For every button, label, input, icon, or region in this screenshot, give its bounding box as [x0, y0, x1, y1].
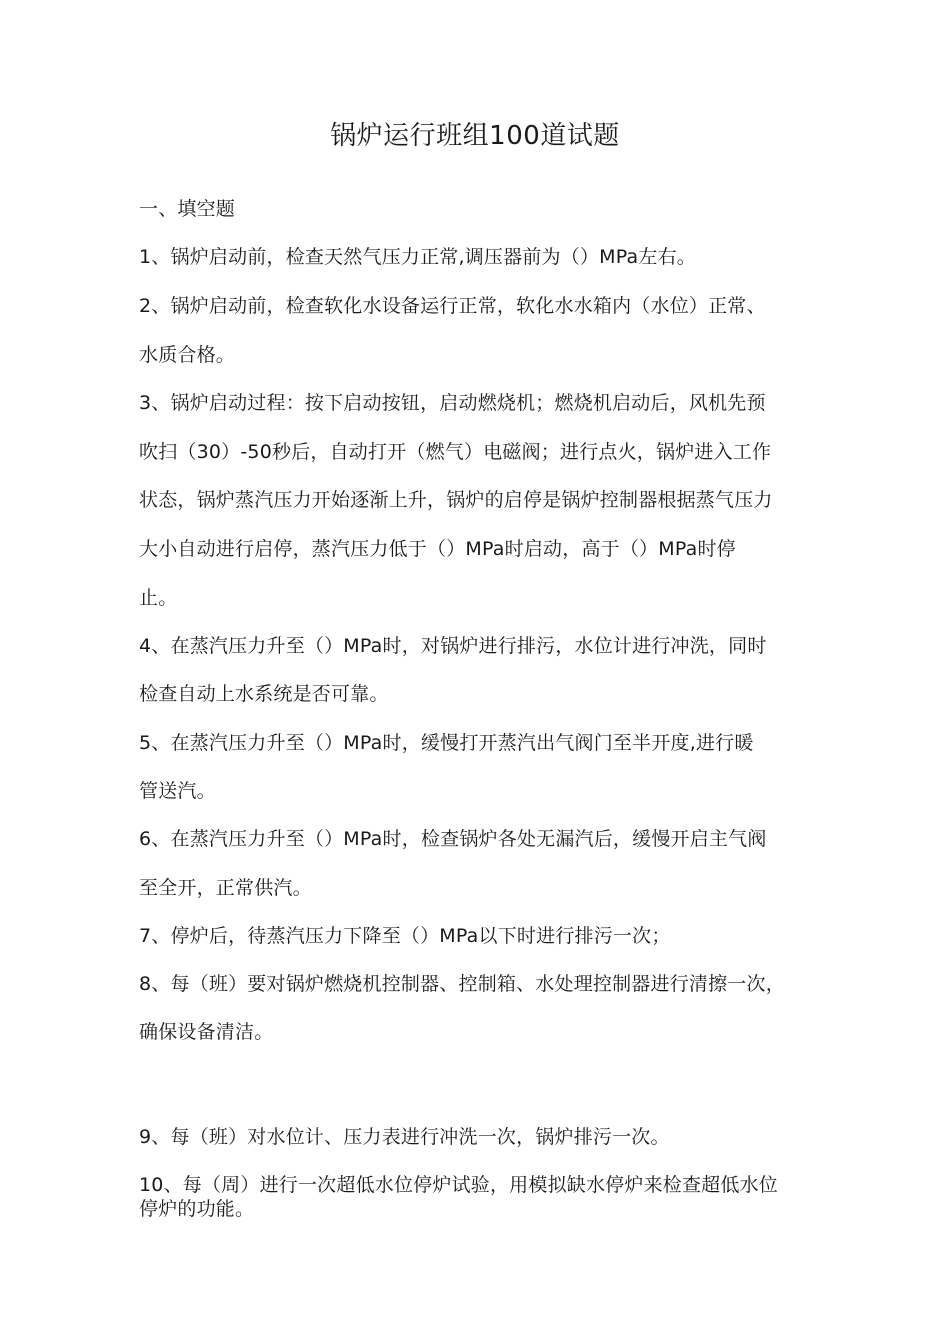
question-line: 止。: [139, 587, 178, 609]
question-line: 管送汽。: [139, 780, 216, 802]
question-line: 检查自动上水系统是否可靠。: [139, 683, 389, 705]
question-line: 状态，锅炉蒸汽压力开始逐渐上升，锅炉的启停是锅炉控制器根据蒸气压力: [139, 489, 773, 511]
question-line: 1、锅炉启动前，检查天然气压力正常,调压器前为（）MPa左右。: [139, 246, 696, 268]
question-line: 4、在蒸汽压力升至（）MPa时，对锅炉进行排污，水位计进行冲洗，同时: [139, 635, 767, 657]
question-line: 6、在蒸汽压力升至（）MPa时，检查锅炉各处无漏汽后，缓慢开启主气阀: [139, 828, 767, 850]
document-title: 锅炉运行班组100道试题: [330, 121, 620, 151]
question-line: 7、停炉后，待蒸汽压力下降至（）MPa以下时进行排污一次；: [139, 925, 671, 947]
question-line: 水质合格。: [139, 344, 236, 366]
question-line: 3、锅炉启动过程：按下启动按钮，启动燃烧机；燃烧机启动后，风机先预: [139, 392, 766, 414]
question-line: 至全开，正常供汽。: [139, 877, 312, 899]
question-line: 2、锅炉启动前，检查软化水设备运行正常，软化水水箱内（水位）正常、: [139, 295, 766, 317]
question-line: 10、每（周）进行一次超低水位停炉试验，用模拟缺水停炉来检查超低水位: [139, 1174, 778, 1196]
question-line: 吹扫（30）-50秒后，自动打开（燃气）电磁阀；进行点火，锅炉进入工作: [139, 441, 772, 463]
question-line: 9、每（班）对水位计、压力表进行冲洗一次，锅炉排污一次。: [139, 1126, 670, 1148]
question-line: 8、每（班）要对锅炉燃烧机控制器、控制箱、水处理控制器进行清擦一次，: [139, 973, 785, 995]
question-line: 大小自动进行启停，蒸汽压力低于（）MPa时启动，高于（）MPa时停: [139, 538, 736, 560]
question-line: 停炉的功能。: [139, 1198, 255, 1220]
question-line: 5、在蒸汽压力升至（）MPa时，缓慢打开蒸汽出气阀门至半开度,进行暖: [139, 732, 754, 754]
question-line: 确保设备清洁。: [139, 1021, 274, 1043]
section-heading: 一、填空题: [139, 198, 236, 220]
